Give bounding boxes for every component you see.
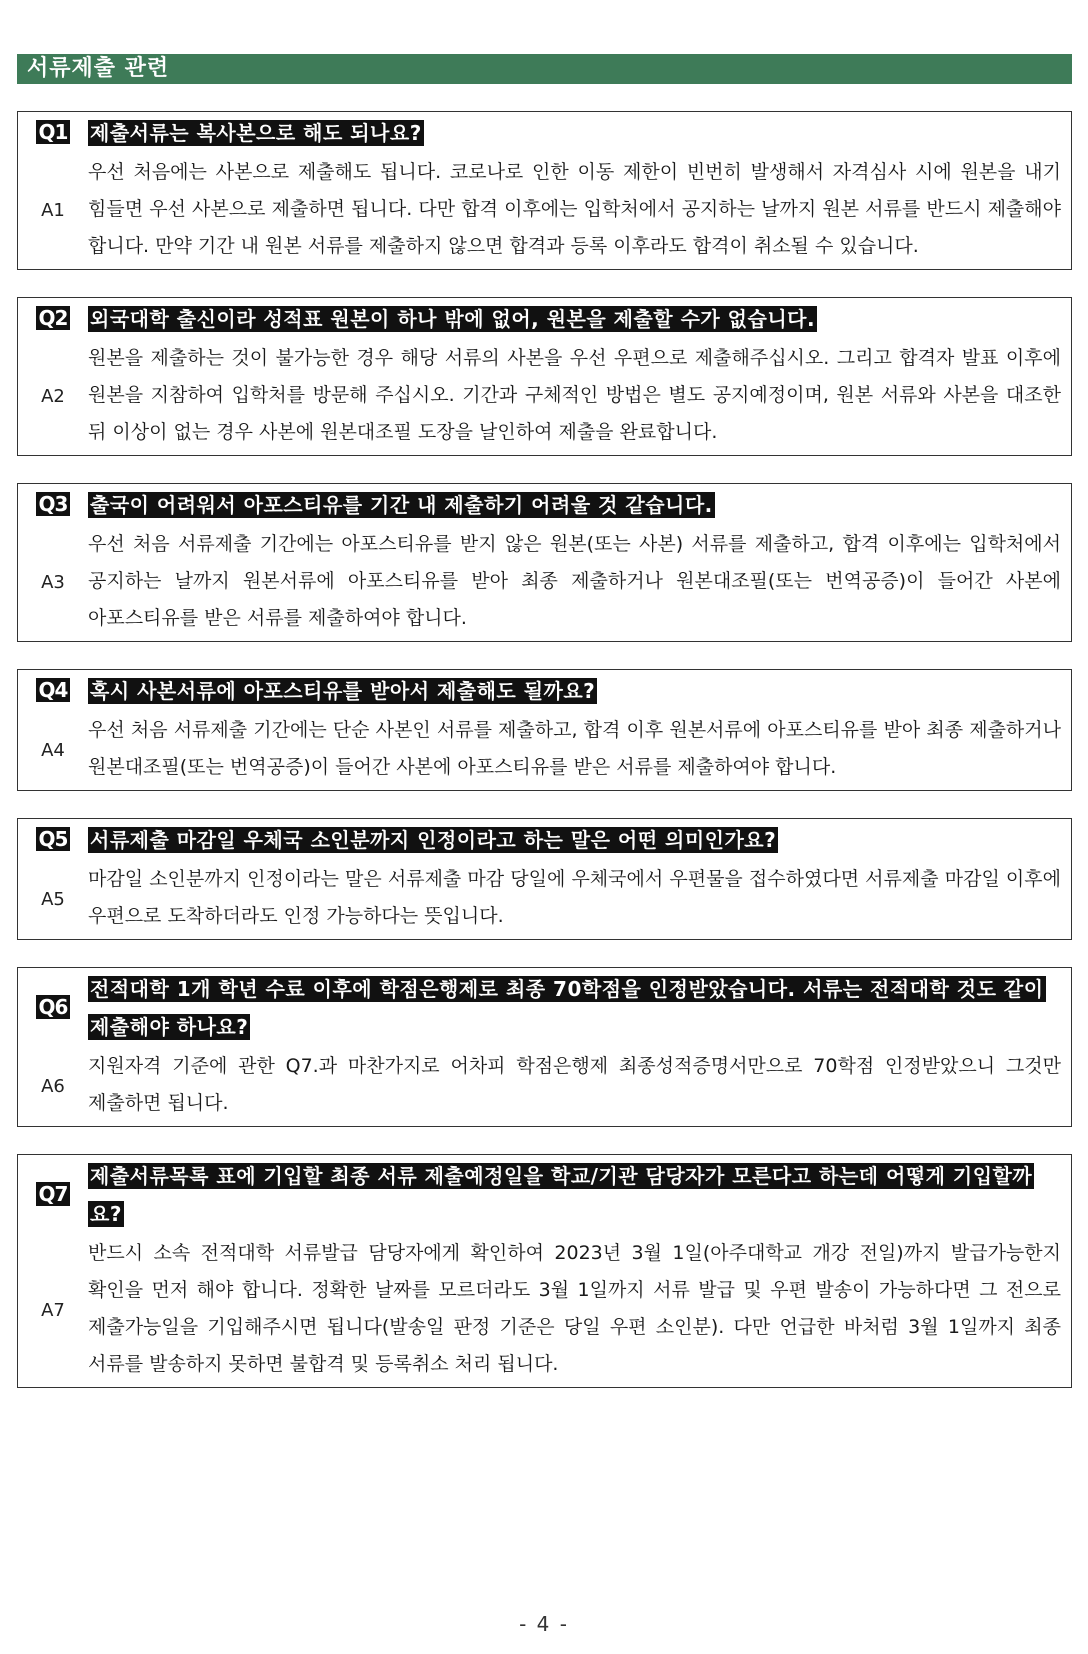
answer-text: 지원자격 기준에 관한 Q7.과 마찬가지로 어차피 학점은행제 최종성적증명서만으로 70학점 인정받았으니 그것만 제출하면 됩니다. xyxy=(88,1055,1061,1114)
question-row xyxy=(18,968,1071,1046)
answer-text: 우선 처음 서류제출 기간에는 아포스티유를 받지 않은 원본(또는 사본) 서류를 제출하고, 합격 이후에는 입학처에서 공지하는 날까지 원본서류에 아포스티유를 받아 최종 제출하거나 원본대조필(또는 번역공증)이 들어간 사본에 아포스티유를 받은 서류를 제출하여야 합니다. xyxy=(88,533,1061,629)
page-number: - 4 - xyxy=(519,1612,569,1636)
qa-item-4 xyxy=(17,669,1072,791)
question-row xyxy=(18,112,1071,152)
answer-text: 반드시 소속 전적대학 서류발급 담당자에게 확인하여 2023년 3월 1일(아주대학교 개강 전일)까지 발급가능한지 확인을 먼저 해야 합니다. 정확한 날짜를 모르더라도 3월 1일까지 서류 발급 및 우편 발송이 가능하다면 그 전으로 제출가능일을 기입해주시면 됩니다(발송일 판정 기준은 당일 우편 소인분). 다만 언급한 바처럼 3월 1일까지 최종 서류를 발송하지 못하면 불합격 및 등록취소 처리 됩니다. xyxy=(88,1242,1061,1375)
answer-label: A2 xyxy=(41,386,65,407)
faq-page xyxy=(17,54,1072,1388)
question-text: 제출서류는 복사본으로 해도 되나요? xyxy=(90,121,422,145)
section-title: 서류제출 관련 xyxy=(17,54,1072,84)
answer-label: A3 xyxy=(41,572,65,593)
answer-row xyxy=(18,710,1071,790)
answer-label: A5 xyxy=(41,888,65,910)
qa-item-7 xyxy=(17,1154,1072,1388)
question-text: 출국이 어려워서 아포스티유를 기간 내 제출하기 어려울 것 같습니다. xyxy=(90,493,713,517)
answer-row xyxy=(18,859,1071,939)
qa-item-6 xyxy=(17,967,1072,1127)
question-label: Q2 xyxy=(36,306,71,330)
answer-text: 원본을 제출하는 것이 불가능한 경우 해당 서류의 사본을 우선 우편으로 제출해주십시오. 그리고 합격자 발표 이후에 원본을 지참하여 입학처를 방문해 주십시오. 기간과 구체적인 방법은 별도 공지예정이며, 원본 서류와 사본을 대조한 뒤 이상이 없는 경우 사본에 원본대조필 도장을 날인하여 제출을 완료합니다. xyxy=(88,347,1061,443)
answer-text: 우선 처음 서류제출 기간에는 단순 사본인 서류를 제출하고, 합격 이후 원본서류에 아포스티유를 받아 최종 제출하거나 원본대조필(또는 번역공증)이 들어간 사본에 아포스티유를 받은 서류를 제출하여야 합니다. xyxy=(88,719,1061,778)
answer-label: A7 xyxy=(41,1299,65,1321)
question-label: Q7 xyxy=(36,1182,71,1206)
qa-item-1 xyxy=(17,111,1072,270)
answer-text: 우선 처음에는 사본으로 제출해도 됩니다. 코로나로 인한 이동 제한이 빈번히 발생해서 자격심사 시에 원본을 내기 힘들면 우선 사본으로 제출하면 됩니다. 다만 합격 이후에는 입학처에서 공지하는 날까지 원본 서류를 반드시 제출해야 합니다. 만약 기간 내 원본 서류를 제출하지 않으면 합격과 등록 이후라도 합격이 취소될 수 있습니다. xyxy=(88,161,1061,257)
question-text: 외국대학 출신이라 성적표 원본이 하나 밖에 없어, 원본을 제출할 수가 없습니다. xyxy=(90,307,816,331)
question-label: Q1 xyxy=(36,120,71,144)
answer-label: A6 xyxy=(41,1075,65,1097)
question-row xyxy=(18,484,1071,524)
question-label: Q3 xyxy=(36,492,71,516)
question-label: Q6 xyxy=(36,995,71,1019)
question-label: Q4 xyxy=(36,678,71,702)
answer-label: A4 xyxy=(41,739,65,761)
question-text: 혹시 사본서류에 아포스티유를 받아서 제출해도 될까요? xyxy=(90,679,596,703)
question-row xyxy=(18,1155,1071,1233)
qa-item-5 xyxy=(17,818,1072,940)
answer-row xyxy=(18,1233,1071,1387)
answer-row xyxy=(18,1046,1071,1126)
answer-row xyxy=(18,338,1071,455)
question-row xyxy=(18,298,1071,338)
question-row xyxy=(18,819,1071,859)
answer-row xyxy=(18,152,1071,269)
question-text: 전적대학 1개 학년 수료 이후에 학점은행제로 최종 70학점을 인정받았습니다. 서류는 전적대학 것도 같이 제출해야 하나요? xyxy=(90,977,1044,1039)
question-text: 제출서류목록 표에 기입할 최종 서류 제출예정일을 학교/기관 담당자가 모른다고 하는데 어떻게 기입할까요? xyxy=(90,1164,1033,1226)
qa-item-2 xyxy=(17,297,1072,456)
question-text: 서류제출 마감일 우체국 소인분까지 인정이라고 하는 말은 어떤 의미인가요? xyxy=(90,828,777,852)
answer-row xyxy=(18,524,1071,641)
question-label: Q5 xyxy=(36,827,71,851)
question-row xyxy=(18,670,1071,710)
qa-item-3 xyxy=(17,483,1072,642)
answer-label: A1 xyxy=(41,200,65,221)
answer-text: 마감일 소인분까지 인정이라는 말은 서류제출 마감 당일에 우체국에서 우편물을 접수하였다면 서류제출 마감일 이후에 우편으로 도착하더라도 인정 가능하다는 뜻입니다. xyxy=(88,868,1061,927)
